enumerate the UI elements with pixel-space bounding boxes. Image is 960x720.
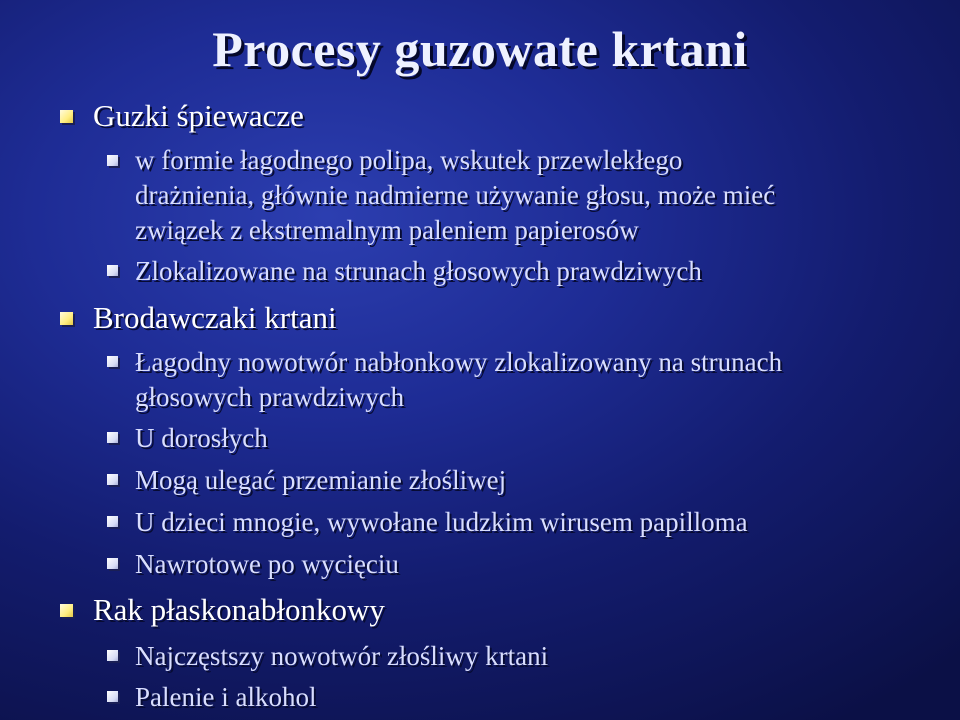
bullet-polip-line2: drażnienia, głównie nadmierne używanie głosu, może mieć xyxy=(135,180,776,210)
square-bullet-icon xyxy=(107,516,118,527)
bullet-brodawczaki-krtani: Brodawczaki krtani xyxy=(93,300,337,335)
bullet-polip-line1: w formie łagodnego polipa, wskutek przewlekłego xyxy=(135,145,683,175)
square-bullet-icon xyxy=(107,432,118,443)
bullet-rak-plaskonablonkowy: Rak płaskonabłonkowy xyxy=(93,592,385,627)
square-bullet-icon xyxy=(107,265,118,276)
bullet-u-dzieci: U dzieci mnogie, wywołane ludzkim wirusem papilloma xyxy=(135,507,748,537)
bullet-guzki-spiewacze: Guzki śpiewacze xyxy=(93,98,304,133)
square-bullet-icon xyxy=(60,312,73,325)
bullet-polip-line3: związek z ekstremalnym paleniem papierosów xyxy=(135,215,639,245)
square-bullet-icon xyxy=(107,650,118,661)
square-bullet-icon xyxy=(60,604,73,617)
bullet-najczestszy: Najczęstszy nowotwór złośliwy krtani xyxy=(135,641,549,671)
bullet-lagodny-line1: Łagodny nowotwór nabłonkowy zlokalizowany na strunach xyxy=(135,347,783,377)
square-bullet-icon xyxy=(60,110,73,123)
bullet-nawrotowe: Nawrotowe po wycięciu xyxy=(135,549,399,579)
bullet-moga-ulegac: Mogą ulegać przemianie złośliwej xyxy=(135,465,507,495)
square-bullet-icon xyxy=(107,691,118,702)
square-bullet-icon xyxy=(107,356,118,367)
bullet-zlokalizowane: Zlokalizowane na strunach głosowych prawdziwych xyxy=(135,256,702,286)
slide-title: Procesy guzowate krtani xyxy=(212,21,748,77)
bullet-lagodny-line2: głosowych prawdziwych xyxy=(135,382,405,412)
square-bullet-icon xyxy=(107,474,118,485)
bullet-palenie-alkohol: Palenie i alkohol xyxy=(135,682,317,712)
square-bullet-icon xyxy=(107,155,118,166)
bullet-u-doroslych: U dorosłych xyxy=(135,423,268,453)
square-bullet-icon xyxy=(107,558,118,569)
